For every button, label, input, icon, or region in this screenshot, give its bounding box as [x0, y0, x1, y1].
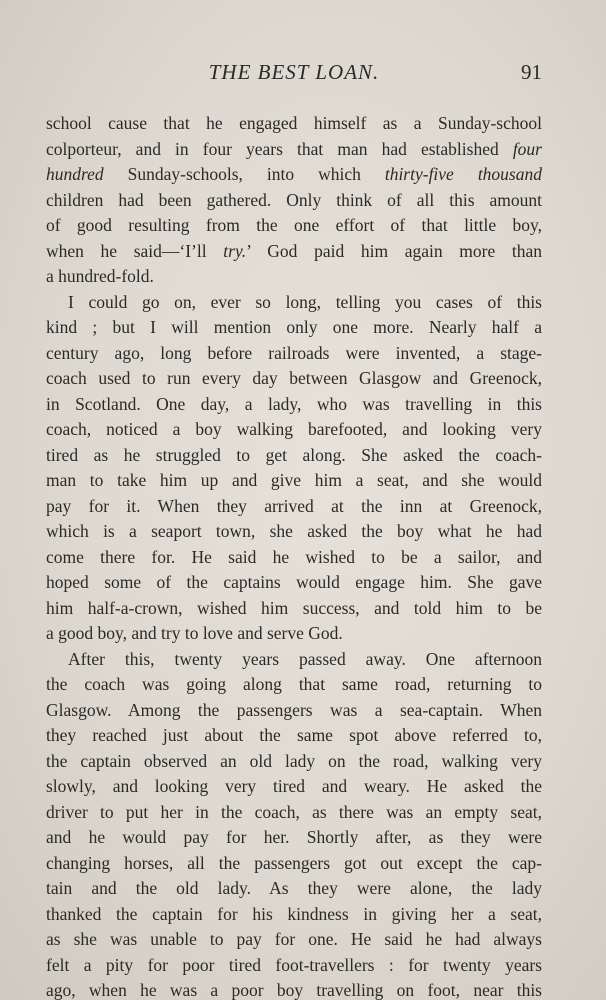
text-line: coach, noticed a boy walking barefooted, and looking very	[46, 419, 542, 439]
text-line: Glasgow. Among the passengers was a sea-captain. When	[46, 699, 542, 720]
text-line: kind ; but I will mention only one more. Nearly half a	[46, 317, 542, 337]
text-line: the captain observed an old lady on the road, walking very	[46, 750, 542, 771]
text-line: man to take him up and give him a seat, and she would	[46, 470, 542, 490]
text-line: the coach was going along that same road, returning to	[46, 674, 542, 694]
page-header	[46, 60, 542, 90]
text-line: century ago, long before railroads were invented, a stage-	[46, 342, 542, 363]
text-line: colporteur, and in four years that man had established four	[46, 138, 542, 159]
text-line: felt a pity for poor tired foot-travellers : for twenty years	[46, 954, 542, 975]
text-line: After this, twenty years passed away. One afternoon	[68, 648, 542, 669]
running-title: THE BEST LOAN.	[208, 60, 380, 84]
text-line: they reached just about the same spot above referred to,	[46, 725, 542, 745]
text-line: hoped some of the captains would engage him. She gave	[46, 572, 542, 592]
text-line: ago, when he was a poor boy travelling on foot, near this	[46, 980, 542, 1000]
text-line: as she was unable to pay for one. He said he had always	[46, 929, 542, 949]
body-text	[46, 111, 542, 1000]
text-line: I could go on, ever so long, telling you cases of this	[68, 291, 542, 312]
text-line: come there for. He said he wished to be a sailor, and	[46, 546, 542, 567]
text-line: school cause that he engaged himself as a Sunday-school	[46, 113, 542, 133]
text-line: which is a seaport town, she asked the boy what he had	[46, 521, 542, 541]
text-line: and he would pay for her. Shortly after, as they were	[46, 827, 542, 847]
text-line: driver to put her in the coach, as there was an empty seat,	[46, 801, 542, 822]
page-number: 91	[521, 60, 542, 84]
text-line: coach used to run every day between Glasgow and Greenock,	[46, 368, 542, 388]
text-line: changing horses, all the passengers got out except the cap-	[46, 852, 542, 873]
text-line: tired as he struggled to get along. She asked the coach-	[46, 444, 542, 465]
text-line: of good resulting from the one effort of that little boy,	[46, 215, 542, 235]
text-line: a hundred-fold.	[46, 266, 154, 286]
text-line: hundred Sunday-schools, into which thirty-five thousand	[46, 164, 542, 184]
text-line: in Scotland. One day, a lady, who was travelling in this	[46, 393, 542, 414]
text-line: him half-a-crown, wished him success, and told him to be	[46, 597, 542, 618]
text-line: a good boy, and try to love and serve God.	[46, 623, 343, 643]
text-line: children had been gathered. Only think of all this amount	[46, 189, 542, 210]
text-line: slowly, and looking very tired and weary. He asked the	[46, 776, 542, 796]
text-line: when he said—‘I’ll try.’ God paid him again more than	[46, 240, 542, 261]
text-line: tain and the old lady. As they were alone, the lady	[46, 878, 542, 898]
text-line: pay for it. When they arrived at the inn at Greenock,	[46, 495, 542, 516]
text-line: thanked the captain for his kindness in giving her a seat,	[46, 903, 542, 924]
